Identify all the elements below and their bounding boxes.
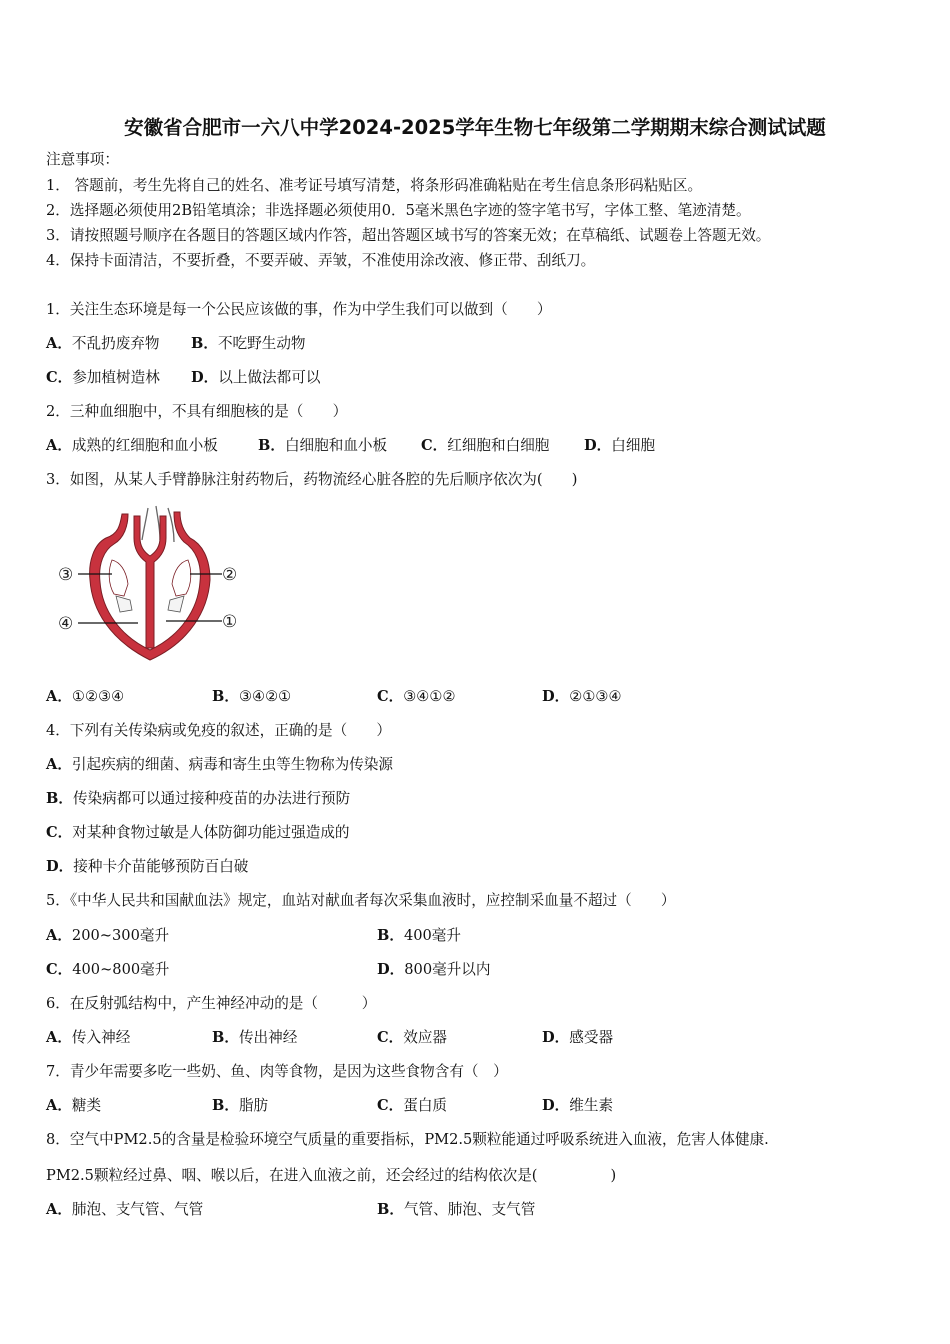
option-d bbox=[377, 960, 490, 980]
option-b bbox=[377, 926, 461, 946]
option-text: 400~800毫升 bbox=[72, 961, 170, 978]
option-letter: B． bbox=[212, 1097, 239, 1114]
figure-label: ② bbox=[222, 565, 238, 585]
option-text: 感受器 bbox=[569, 1029, 614, 1046]
option-a bbox=[46, 1096, 101, 1116]
option-text: 肺泡、支气管、气管 bbox=[71, 1201, 204, 1218]
option-b bbox=[377, 1200, 535, 1220]
option-letter: C． bbox=[46, 961, 73, 978]
option-text: 效应器 bbox=[403, 1029, 448, 1046]
option-c bbox=[377, 687, 456, 707]
option-letter: C． bbox=[377, 688, 404, 705]
question-stem: 7．青少年需要多吃一些奶、鱼、肉等食物，是因为这些食物含有（ ） bbox=[46, 1063, 508, 1080]
option-b bbox=[46, 789, 350, 809]
option-letter: A． bbox=[46, 1201, 72, 1218]
option-b bbox=[191, 334, 306, 354]
option-c bbox=[46, 368, 160, 388]
notice-item: 1． 答题前，考生先将自己的姓名、准考证号填写清楚，将条形码准确粘贴在考生信息条形码粘贴区。 bbox=[46, 177, 703, 194]
option-text: 不乱扔废弃物 bbox=[71, 335, 160, 352]
option-text: 传出神经 bbox=[238, 1029, 298, 1046]
option-letter: B． bbox=[377, 1201, 404, 1218]
option-a bbox=[46, 926, 169, 946]
notice-item: 3．请按照题号顺序在各题目的答题区域内作答，超出答题区域书写的答案无效；在草稿纸、试题卷上答题无效。 bbox=[46, 227, 771, 244]
option-letter: A． bbox=[46, 688, 72, 705]
option-text: 对某种食物过敏是人体防御功能过强造成的 bbox=[72, 824, 350, 841]
option-text: 气管、肺泡、支气管 bbox=[403, 1201, 536, 1218]
option-letter: A． bbox=[46, 1029, 72, 1046]
option-text: 蛋白质 bbox=[403, 1097, 448, 1114]
option-letter: B． bbox=[191, 335, 218, 352]
option-letter: A． bbox=[46, 335, 72, 352]
option-b bbox=[212, 1096, 268, 1116]
option-text: 脂肪 bbox=[238, 1097, 269, 1114]
question-stem: 5．《中华人民共和国献血法》规定，血站对献血者每次采集血液时，应控制采血量不超过（ ） bbox=[46, 892, 676, 909]
option-letter: D． bbox=[542, 688, 570, 705]
figure-label: ③ bbox=[58, 565, 74, 585]
question-stem: 4．下列有关传染病或免疫的叙述，正确的是（ ） bbox=[46, 722, 391, 739]
option-text: 400毫升 bbox=[403, 927, 461, 944]
option-letter: D． bbox=[542, 1029, 570, 1046]
option-letter: A． bbox=[46, 927, 72, 944]
option-c bbox=[377, 1028, 447, 1048]
option-text: 接种卡介苗能够预防百白破 bbox=[73, 858, 249, 875]
option-d bbox=[584, 436, 655, 456]
question-stem-continued: PM2.5颗粒经过鼻、咽、喉以后，在进入血液之前，还会经过的结构依次是( ) bbox=[46, 1167, 617, 1184]
question-stem: 2．三种血细胞中，不具有细胞核的是（ ） bbox=[46, 403, 348, 420]
figure-label: ④ bbox=[58, 614, 74, 634]
option-b bbox=[212, 1028, 297, 1048]
option-text: ③④①② bbox=[403, 688, 456, 705]
notice-item: 4．保持卡面清洁，不要折叠，不要弄破、弄皱，不准使用涂改液、修正带、刮纸刀。 bbox=[46, 252, 596, 269]
option-letter: A． bbox=[46, 437, 72, 454]
notice-item: 2．选择题必须使用2B铅笔填涂；非选择题必须使用0．5毫米黑色字迹的签字笔书写，字体工整、笔迹清楚。 bbox=[46, 202, 751, 219]
option-letter: B． bbox=[377, 927, 404, 944]
option-text: 白细胞 bbox=[611, 437, 656, 454]
option-c bbox=[46, 823, 350, 843]
option-text: 传染病都可以通过接种疫苗的办法进行预防 bbox=[72, 790, 351, 807]
heart-diagram bbox=[50, 500, 245, 668]
option-text: 200~300毫升 bbox=[71, 927, 170, 944]
option-text: 以上做法都可以 bbox=[218, 369, 321, 386]
option-b bbox=[258, 436, 387, 456]
option-c bbox=[46, 960, 169, 980]
option-text: 不吃野生动物 bbox=[217, 335, 306, 352]
option-text: 800毫升以内 bbox=[404, 961, 491, 978]
option-letter: C． bbox=[46, 369, 73, 386]
option-letter: D． bbox=[377, 961, 405, 978]
option-a bbox=[46, 334, 160, 354]
option-text: 引起疾病的细菌、病毒和寄生虫等生物称为传染源 bbox=[71, 756, 393, 773]
option-letter: D． bbox=[542, 1097, 570, 1114]
option-d bbox=[542, 687, 622, 707]
option-letter: C． bbox=[377, 1029, 404, 1046]
option-a bbox=[46, 1028, 130, 1048]
option-text: 白细胞和血小板 bbox=[284, 437, 388, 454]
option-d bbox=[542, 1096, 613, 1116]
option-letter: B． bbox=[212, 1029, 239, 1046]
option-text: 传入神经 bbox=[71, 1029, 131, 1046]
option-text: ②①③④ bbox=[569, 688, 622, 705]
option-c bbox=[421, 436, 549, 456]
option-a bbox=[46, 687, 124, 707]
option-letter: A． bbox=[46, 756, 72, 773]
option-text: ①②③④ bbox=[71, 688, 125, 705]
option-a bbox=[46, 436, 218, 456]
option-text: 红细胞和白细胞 bbox=[447, 437, 550, 454]
option-a bbox=[46, 1200, 203, 1220]
option-d bbox=[46, 857, 248, 877]
option-text: 糖类 bbox=[71, 1097, 102, 1114]
option-text: ③④②① bbox=[238, 688, 292, 705]
option-letter: D． bbox=[584, 437, 612, 454]
page-title: 安徽省合肥市一六八中学2024-2025学年生物七年级第二学期期末综合测试试题 bbox=[124, 116, 826, 139]
option-d bbox=[542, 1028, 613, 1048]
question-stem: 1．关注生态环境是每一个公民应该做的事，作为中学生我们可以做到（ ） bbox=[46, 301, 552, 318]
option-letter: C． bbox=[377, 1097, 404, 1114]
figure-label: ① bbox=[222, 612, 238, 632]
option-letter: C． bbox=[46, 824, 73, 841]
option-letter: B． bbox=[212, 688, 239, 705]
option-text: 参加植树造林 bbox=[72, 369, 160, 386]
option-a bbox=[46, 755, 393, 775]
question-stem: 3．如图，从某人手臂静脉注射药物后，药物流经心脏各腔的先后顺序依次为( ) bbox=[46, 471, 578, 488]
option-letter: D． bbox=[191, 369, 219, 386]
option-letter: D． bbox=[46, 858, 74, 875]
option-text: 维生素 bbox=[569, 1097, 614, 1114]
option-letter: B． bbox=[46, 790, 73, 807]
option-text: 成熟的红细胞和血小板 bbox=[71, 437, 218, 454]
question-stem: 8．空气中PM2.5的含量是检验环境空气质量的重要指标，PM2.5颗粒能通过呼吸系统进入血液，危害人体健康. bbox=[46, 1131, 769, 1148]
option-c bbox=[377, 1096, 447, 1116]
option-d bbox=[191, 368, 320, 388]
question-stem: 6．在反射弧结构中，产生神经冲动的是（ ） bbox=[46, 995, 377, 1012]
notice-heading: 注意事项： bbox=[46, 151, 119, 168]
option-letter: C． bbox=[421, 437, 448, 454]
option-letter: B． bbox=[258, 437, 285, 454]
option-b bbox=[212, 687, 291, 707]
option-letter: A． bbox=[46, 1097, 72, 1114]
